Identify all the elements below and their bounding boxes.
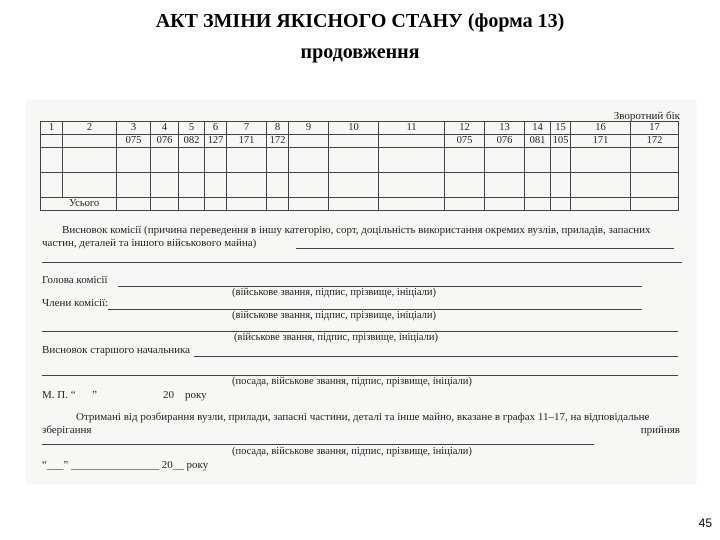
column-number: 14 (525, 122, 551, 135)
column-number: 2 (63, 122, 117, 135)
reverse-side-label: Зворотний бік (613, 110, 680, 122)
column-number: 1 (41, 122, 63, 135)
signature-caption: (військове звання, підпис, прізвище, ініціали) (234, 332, 439, 343)
conclusion-text-cont: частин, деталей та іншого військового майна) (42, 237, 257, 249)
subcode-cell (41, 135, 63, 148)
page-subtitle: продовження (300, 41, 420, 63)
conclusion-text: Висновок комісії (причина переведення в іншу категорію, сорт, доцільність використання окремих вузлів, приладів, запасних (62, 224, 651, 236)
subcode-cell: 076 (485, 135, 525, 148)
accepted-signature-line (42, 444, 594, 445)
received-text-cont: зберігання (42, 424, 92, 436)
stamp-date: М. П. “ ” 20 року (42, 389, 207, 401)
subcode-cell: 075 (445, 135, 485, 148)
signature-caption: (військове звання, підпис, прізвище, ініціали) (232, 310, 437, 321)
page-number: 45 (698, 516, 712, 530)
accepted-label: прийняв (640, 424, 680, 436)
signature-caption: (військове звання, підпис, прізвище, ініціали) (232, 287, 437, 298)
column-number: 3 (117, 122, 151, 135)
subcode-cell: 172 (267, 135, 289, 148)
total-row (41, 198, 679, 211)
column-number: 8 (267, 122, 289, 135)
column-number: 11 (379, 122, 445, 135)
column-number: 4 (151, 122, 179, 135)
page-title: АКТ ЗМІНИ ЯКІСНОГО СТАНУ (форма 13) (155, 10, 565, 32)
subcode-cell (63, 135, 117, 148)
column-number: 5 (179, 122, 205, 135)
total-label: Усього (41, 198, 117, 211)
received-text: Отримані від розбирання вузли, прилади, запасні частини, деталі та інше майно, вказане в графах 11–17, на відповідальне (76, 411, 650, 423)
subcode-cell: 081 (525, 135, 551, 148)
column-number: 10 (329, 122, 379, 135)
table-row (41, 173, 679, 198)
subcode-cell: 171 (571, 135, 631, 148)
form-sheet (40, 108, 684, 478)
subcode-cell: 075 (117, 135, 151, 148)
chairman-label: Голова комісії (42, 274, 108, 286)
bottom-date: “___” ________________ 20__ року (42, 459, 209, 471)
subcode-cell: 171 (227, 135, 267, 148)
column-number: 16 (571, 122, 631, 135)
subcode-cell: 127 (205, 135, 227, 148)
subcode-cell: 172 (631, 135, 679, 148)
senior-conclusion-line (194, 356, 678, 357)
position-caption: (посада, військове звання, підпис, прізвище, ініціали) (232, 376, 472, 387)
senior-conclusion-label: Висновок старшого начальника (42, 344, 191, 356)
table-row (41, 148, 679, 173)
subcode-cell (379, 135, 445, 148)
subcode-row (41, 135, 679, 148)
column-number: 15 (551, 122, 571, 135)
subcode-cell: 076 (151, 135, 179, 148)
column-number: 6 (205, 122, 227, 135)
header-row (41, 122, 679, 135)
subcode-cell (289, 135, 329, 148)
column-number: 12 (445, 122, 485, 135)
subcode-cell: 105 (551, 135, 571, 148)
members-label: Члени комісії: (42, 297, 109, 309)
conclusion-line (296, 248, 674, 249)
form-table (40, 121, 679, 211)
subcode-cell: 082 (179, 135, 205, 148)
subcode-cell (329, 135, 379, 148)
conclusion-line (42, 262, 682, 263)
column-number: 7 (227, 122, 267, 135)
column-number: 17 (631, 122, 679, 135)
column-number: 9 (289, 122, 329, 135)
position-caption: (посада, військове звання, підпис, прізвище, ініціали) (232, 446, 472, 457)
column-number: 13 (485, 122, 525, 135)
